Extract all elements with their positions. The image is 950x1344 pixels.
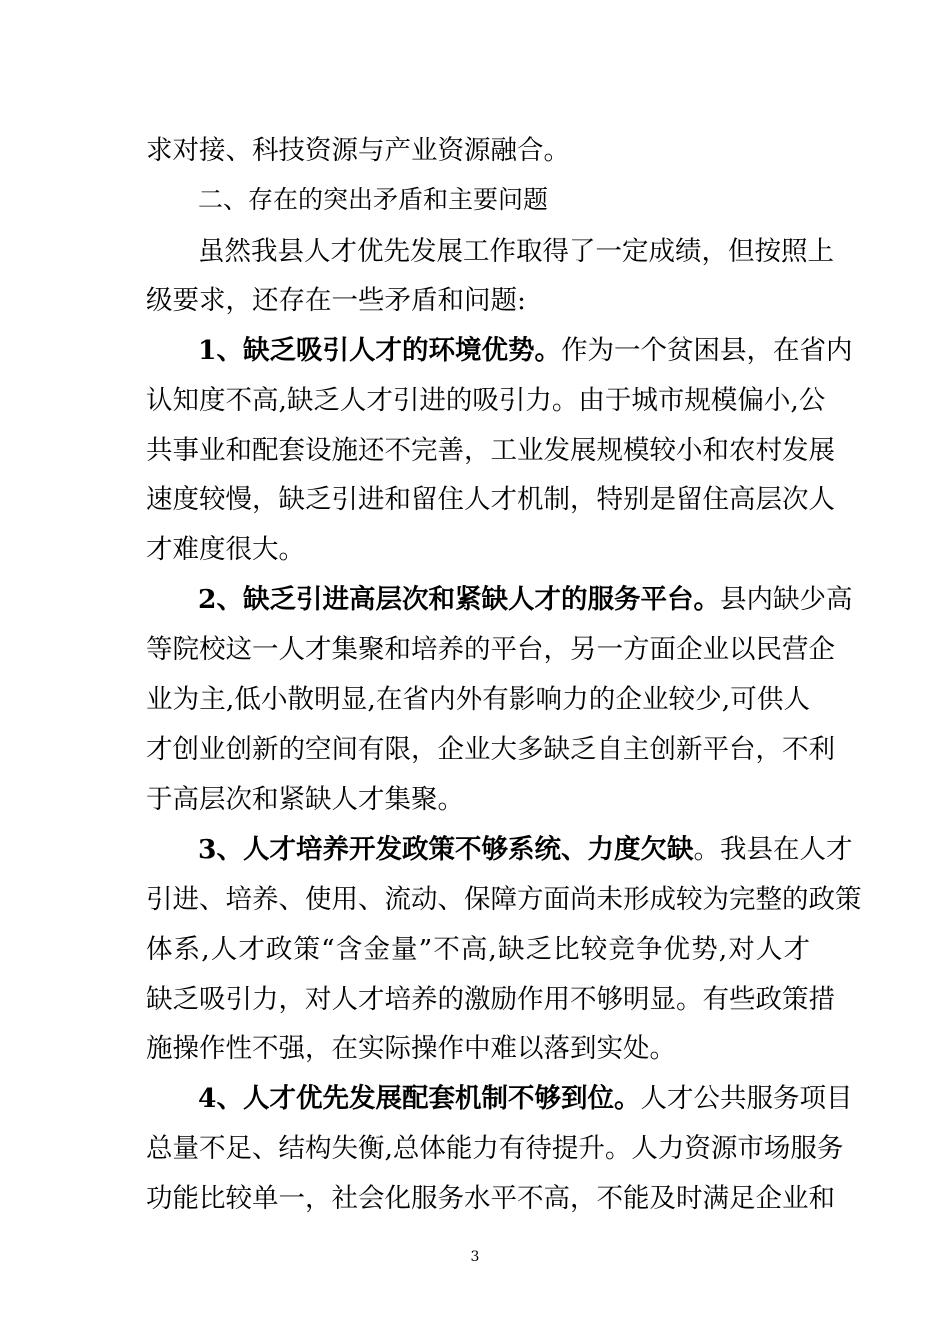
paragraph-line: 虽然我县人才优先发展工作取得了一定成绩，但按照上 [198,236,834,267]
paragraph-line: 认知度不高,缺乏人才引进的吸引力。由于城市规模偏小,公 [146,385,826,416]
point-1-title: 1、缺乏吸引人才的环境优势。 [198,335,561,366]
paragraph-line: 缺乏吸引力，对人才培养的激励作用不够明显。有些政策措 [146,984,835,1015]
paragraph-line: 功能比较单一，社会化服务水平不高，不能及时满足企业和 [146,1183,835,1214]
section-heading: 二、存在的突出矛盾和主要问题 [198,185,549,214]
paragraph-line: 于高层次和紧缺人才集聚。 [146,784,464,815]
paragraph-line: 等院校这一人才集聚和培养的平台，另一方面企业以民营企 [146,634,835,665]
paragraph-line: 级要求，还存在一些矛盾和问题: [146,285,526,316]
paragraph-line: 才难度很大。 [146,534,305,565]
point-2-heading-line: 2、缺乏引进高层次和紧缺人才的服务平台。县内缺少高 [198,584,853,615]
point-3-heading-line: 3、人才培养开发政策不够系统、力度欠缺。我县在人才 [198,834,853,865]
point-4-heading-line: 4、人才优先发展配套机制不够到位。人才公共服务项目 [198,1083,853,1114]
paragraph-line: 求对接、科技资源与产业资源融合。 [146,135,570,166]
paragraph-line: 速度较慢，缺乏引进和留住人才机制，特别是留住高层次人 [146,484,835,515]
point-3-title: 3、人才培养开发政策不够系统、力度欠缺 [198,834,694,865]
paragraph-line: 引进、培养、使用、流动、保障方面尚未形成较为完整的政策 [146,884,862,915]
paragraph-line: 共事业和配套设施还不完善，工业发展规模较小和农村发展 [146,435,835,466]
point-2-title: 2、缺乏引进高层次和紧缺人才的服务平台。 [198,584,720,615]
paragraph-line: 总量不足、结构失衡,总体能力有待提升。人力资源市场服务 [146,1133,844,1164]
page-number: 3 [470,1249,480,1265]
point-1-heading-line: 1、缺乏吸引人才的环境优势。作为一个贫困县，在省内 [198,335,853,366]
paragraph-line: 业为主,低小散明显,在省内外有影响力的企业较少,可供人 [146,684,810,715]
point-4-title: 4、人才优先发展配套机制不够到位。 [198,1083,641,1114]
paragraph-line: 才创业创新的空间有限，企业大多缺乏自主创新平台，不利 [146,734,835,765]
paragraph-line: 施操作性不强，在实际操作中难以落到实处。 [146,1033,676,1064]
paragraph-line: 体系,人才政策“含金量”不高,缺乏比较竞争优势,对人才 [146,934,810,965]
